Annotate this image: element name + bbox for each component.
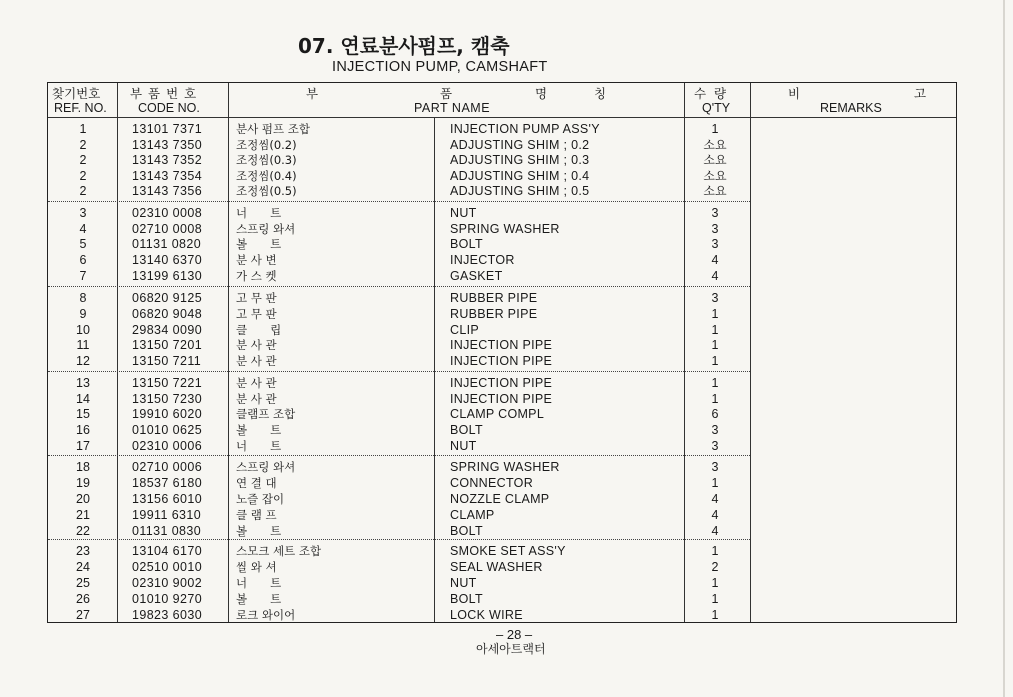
name-header-korean-4: 칭 [594,86,607,101]
part-name-korean: 너 트 [236,576,282,590]
part-name-korean: 조정씸(0.3) [236,153,297,167]
quantity: 3 [711,206,719,220]
ref-header-english: REF. NO. [54,101,107,115]
part-name-korean: 노즐 잡이 [236,492,285,506]
ref-number: 23 [76,544,90,558]
part-name-korean: 분사 펌프 조합 [236,122,310,136]
quantity: 1 [711,392,719,406]
group-separator [48,539,750,540]
table-row [48,306,956,322]
footer-brand: 아세아트랙터 [476,642,546,656]
page-number: – 28 – [496,627,533,642]
code-number: 02310 9002 [132,576,203,590]
code-number: 19910 6020 [132,407,203,421]
ref-number: 2 [79,138,87,152]
table-row [48,523,956,539]
table-row [48,591,956,607]
ref-number: 6 [79,253,87,267]
quantity: 2 [711,560,719,574]
quantity: 3 [711,460,719,474]
page-title-english: INJECTION PUMP, CAMSHAFT [332,59,548,75]
quantity: 6 [711,407,719,421]
code-number: 02510 0010 [132,560,203,574]
table-row [48,322,956,338]
part-name-english: BOLT [450,237,483,251]
code-number: 13199 6130 [132,269,203,283]
table-row [48,121,956,137]
part-name-english: INJECTION PIPE [450,376,553,390]
quantity: 1 [711,608,719,622]
quantity: 3 [711,439,719,453]
qty-header-korean: 수 량 [694,86,729,101]
part-name-korean: 클램프 조합 [236,407,296,421]
code-number: 01010 9270 [132,592,203,606]
ref-number: 2 [79,184,87,198]
part-name-english: BOLT [450,423,483,437]
quantity: 3 [711,237,719,251]
part-name-english: CLAMP COMPL [450,407,545,421]
part-name-english: BOLT [450,592,483,606]
ref-number: 16 [76,423,90,437]
ref-number: 21 [76,508,90,522]
ref-number: 25 [76,576,90,590]
part-name-korean: 볼 트 [236,592,282,606]
ref-number: 24 [76,560,90,574]
ref-number: 22 [76,524,90,538]
ref-number: 2 [79,153,87,167]
table-row [48,252,956,268]
part-name-korean: 분 사 관 [236,376,277,390]
part-name-korean: 볼 트 [236,524,282,538]
part-name-korean: 분 사 관 [236,354,277,368]
part-name-english: INJECTION PIPE [450,354,553,368]
ref-number: 26 [76,592,90,606]
code-number: 02310 0008 [132,206,203,220]
quantity: 소요 [703,153,727,167]
table-row [48,507,956,523]
ref-number: 4 [79,222,87,236]
part-name-english: CLIP [450,323,479,337]
part-name-korean: 가 스 켓 [236,269,277,283]
ref-number: 5 [79,237,87,251]
code-number: 13140 6370 [132,253,203,267]
name-header-korean-2: 품 [440,86,453,101]
quantity: 1 [711,338,719,352]
ref-number: 3 [79,206,87,220]
part-name-korean: 고 무 판 [236,291,277,305]
part-name-english: SPRING WASHER [450,460,560,474]
page-edge [1003,0,1005,697]
table-row [48,438,956,454]
code-number: 02310 0006 [132,439,203,453]
table-row [48,406,956,422]
part-name-english: INJECTION PUMP ASS'Y [450,122,600,136]
code-number: 06820 9125 [132,291,203,305]
group-separator [48,201,750,202]
table-row [48,607,956,623]
code-number: 18537 6180 [132,476,203,490]
part-name-english: ADJUSTING SHIM ; 0.3 [450,153,590,167]
code-number: 13150 7230 [132,392,203,406]
quantity: 4 [711,253,719,267]
part-name-korean: 너 트 [236,439,282,453]
ref-number: 1 [79,122,87,136]
quantity: 4 [711,269,719,283]
part-name-korean: 분 사 관 [236,392,277,406]
quantity: 1 [711,376,719,390]
ref-number: 13 [76,376,90,390]
part-name-english: ADJUSTING SHIM ; 0.2 [450,138,590,152]
part-name-english: RUBBER PIPE [450,291,538,305]
table-row [48,205,956,221]
part-name-english: INJECTION PIPE [450,392,553,406]
quantity: 1 [711,122,719,136]
ref-number: 27 [76,608,90,622]
table-row [48,459,956,475]
table-row [48,290,956,306]
part-name-english: NUT [450,576,477,590]
part-name-korean: 고 무 판 [236,307,277,321]
part-name-english: NUT [450,439,477,453]
code-number: 13156 6010 [132,492,203,506]
quantity: 1 [711,354,719,368]
table-row [48,337,956,353]
quantity: 1 [711,592,719,606]
part-name-english: NOZZLE CLAMP [450,492,550,506]
part-name-korean: 클 립 [236,323,282,337]
quantity: 3 [711,222,719,236]
part-name-english: CONNECTOR [450,476,534,490]
table-row [48,236,956,252]
part-name-english: GASKET [450,269,503,283]
part-name-korean: 볼 트 [236,237,282,251]
quantity: 1 [711,307,719,321]
remarks-header-korean-1: 비 [788,86,801,101]
code-number: 13150 7211 [132,354,202,368]
group-separator [48,371,750,372]
table-row [48,168,956,184]
ref-number: 12 [76,354,90,368]
part-name-english: ADJUSTING SHIM ; 0.5 [450,184,590,198]
part-name-english: INJECTION PIPE [450,338,553,352]
code-number: 06820 9048 [132,307,203,321]
part-name-english: RUBBER PIPE [450,307,538,321]
quantity: 소요 [703,138,727,152]
table-row [48,353,956,369]
part-name-korean: 조정씸(0.4) [236,169,297,183]
part-name-english: SMOKE SET ASS'Y [450,544,566,558]
code-number: 13143 7350 [132,138,203,152]
part-name-korean: 조정씸(0.2) [236,138,297,152]
code-number: 13143 7354 [132,169,203,183]
part-name-korean: 너 트 [236,206,282,220]
part-name-english: INJECTOR [450,253,515,267]
table-row [48,268,956,284]
part-name-english: BOLT [450,524,483,538]
code-number: 13143 7352 [132,153,203,167]
part-name-korean: 볼 트 [236,423,282,437]
code-number: 29834 0090 [132,323,203,337]
code-number: 13143 7356 [132,184,203,198]
ref-number: 2 [79,169,87,183]
code-number: 01010 0625 [132,423,203,437]
name-header-korean-3: 명 [535,86,548,101]
remarks-header-english: REMARKS [820,101,882,115]
ref-number: 9 [79,307,87,321]
part-name-english: SEAL WASHER [450,560,543,574]
ref-number: 19 [76,476,90,490]
remarks-header-korean-2: 고 [914,86,927,101]
code-number: 01131 0830 [132,524,202,538]
part-name-korean: 클 램 프 [236,508,277,522]
table-row [48,137,956,153]
part-name-english: ADJUSTING SHIM ; 0.4 [450,169,590,183]
quantity: 4 [711,492,719,506]
header-divider [48,117,956,118]
name-header-korean-1: 부 [306,86,319,101]
table-row [48,491,956,507]
code-number: 13150 7201 [132,338,203,352]
ref-number: 14 [76,392,90,406]
ref-number: 8 [79,291,87,305]
ref-header-korean: 찾기번호 [52,86,101,101]
table-row [48,422,956,438]
part-name-korean: 분 사 관 [236,338,277,352]
quantity: 1 [711,476,719,490]
table-row [48,543,956,559]
part-name-korean: 스프링 와셔 [236,222,296,236]
code-number: 19823 6030 [132,608,203,622]
part-name-korean: 로크 와이어 [236,608,296,622]
quantity: 소요 [703,169,727,183]
quantity: 3 [711,291,719,305]
quantity: 1 [711,323,719,337]
code-number: 13150 7221 [132,376,203,390]
code-number: 13104 6170 [132,544,203,558]
code-number: 19911 6310 [132,508,202,522]
code-number: 02710 0008 [132,222,203,236]
part-name-english: SPRING WASHER [450,222,560,236]
ref-number: 7 [79,269,87,283]
part-name-english: LOCK WIRE [450,608,523,622]
table-row [48,375,956,391]
table-row [48,475,956,491]
ref-number: 11 [76,338,90,352]
table-row [48,221,956,237]
code-number: 13101 7371 [132,122,203,136]
quantity: 1 [711,576,719,590]
page-title-korean: 07. 연료분사펌프, 캠축 [298,34,510,58]
part-name-korean: 씰 와 셔 [236,560,277,574]
qty-header-english: Q'TY [702,101,731,115]
group-separator [48,455,750,456]
group-separator [48,286,750,287]
part-name-english: CLAMP [450,508,495,522]
quantity: 4 [711,524,719,538]
quantity: 1 [711,544,719,558]
ref-number: 18 [76,460,90,474]
quantity: 3 [711,423,719,437]
part-name-korean: 분 사 변 [236,253,277,267]
ref-number: 15 [76,407,90,421]
table-row [48,152,956,168]
ref-number: 20 [76,492,90,506]
name-header-english: PART NAME [414,101,491,115]
parts-table [47,82,957,623]
code-number: 01131 0820 [132,237,202,251]
code-number: 02710 0006 [132,460,203,474]
ref-number: 17 [76,439,90,453]
table-row [48,575,956,591]
quantity: 소요 [703,184,727,198]
part-name-english: NUT [450,206,477,220]
ref-number: 10 [76,323,90,337]
code-header-english: CODE NO. [138,101,200,115]
code-header-korean: 부 품 번 호 [130,86,198,101]
part-name-korean: 스프링 와셔 [236,460,296,474]
table-row [48,183,956,199]
part-name-korean: 연 결 대 [236,476,277,490]
quantity: 4 [711,508,719,522]
table-row [48,391,956,407]
part-name-korean: 조정씸(0.5) [236,184,297,198]
part-name-korean: 스모크 세트 조합 [236,544,322,558]
table-row [48,559,956,575]
